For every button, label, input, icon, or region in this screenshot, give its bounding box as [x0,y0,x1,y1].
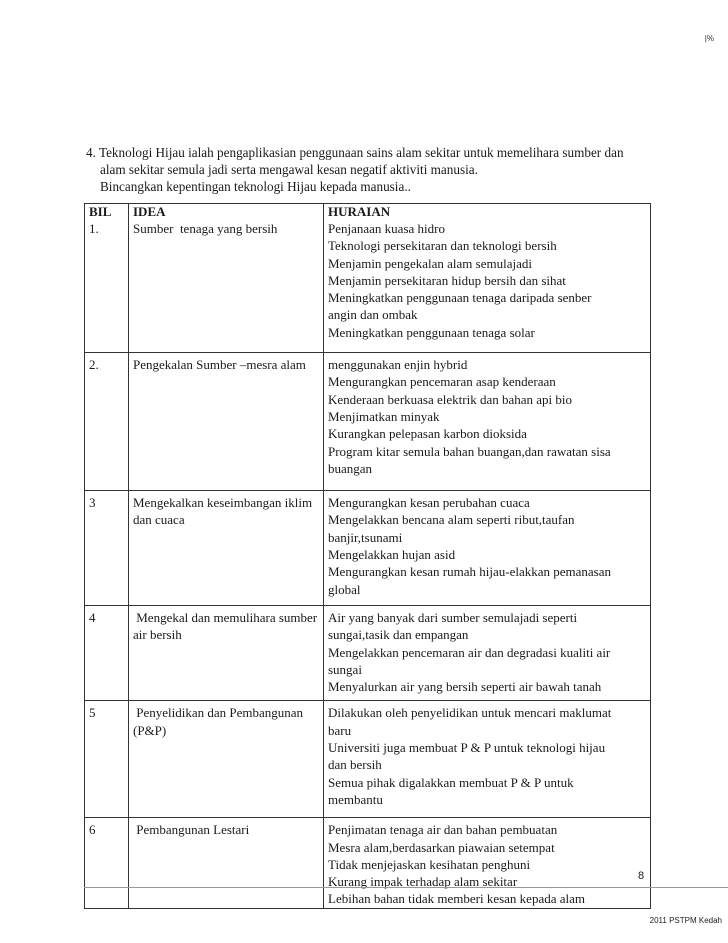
huraian-item: Universiti juga membuat P & P untuk teknologi hijau [328,740,606,756]
row-huraian [324,818,651,908]
huraian-item: Kenderaan berkuasa elektrik dan bahan api bio [328,391,573,407]
huraian-item: dan bersih [328,757,382,773]
row-bil: 5 [85,701,129,818]
huraian-item: banjir,tsunami [328,529,403,545]
footer-text: 2011 PSTPM Kedah [649,916,722,925]
header-idea: IDEA [129,204,324,221]
table-row [85,491,651,606]
huraian-item: Penjimatan tenaga air dan bahan pembuatan [328,822,558,838]
huraian-item: Program kitar semula bahan buangan,dan rawatan sisa [328,443,611,459]
row-huraian [324,353,651,491]
huraian-item: Teknologi persekitaran dan teknologi bersih [328,238,557,254]
row-bil: 4 [85,605,129,700]
row-idea: Mengekal dan memulihara sumber air bersih [129,605,324,700]
huraian-item: angin dan ombak [328,307,418,323]
huraian-item: Mengurangkan pencemaran asap kenderaan [328,374,556,390]
question-line: 4. Teknologi Hijau ialah pengaplikasian penggunaan sains alam sekitar untuk memelihara sumber dan [86,145,624,160]
row-huraian [324,605,651,700]
header-bil: BIL [85,204,129,221]
huraian-item: sungai,tasik dan empangan [328,627,469,643]
page-number: 8 [638,870,645,882]
row-bil: 3 [85,491,129,606]
row-bil: 2. [85,353,129,491]
huraian-item: Mengurangkan kesan perubahan cuaca [328,495,530,511]
huraian-item: Air yang banyak dari sumber semulajadi seperti [328,609,578,625]
table-row [85,353,651,491]
row-huraian [324,220,651,353]
huraian-item: menggunakan enjin hybrid [328,357,468,373]
huraian-item: global [328,581,361,597]
huraian-item: Mengelakkan bencana alam seperti ribut,taufan [328,512,575,528]
huraian-item: Menjamin pengekalan alam semulajadi [328,255,532,271]
huraian-item: Lebihan bahan tidak memberi kesan kepada alam [328,891,586,907]
header-huraian: HURAIAN [324,204,651,221]
huraian-item: Penjanaan kuasa hidro [328,221,445,236]
row-bil: 6 [85,818,129,908]
huraian-item: Semua pihak digalakkan membuat P & P untuk [328,774,574,790]
footer-divider [84,887,728,888]
table-row [85,701,651,818]
row-huraian [324,701,651,818]
huraian-item: Meningkatkan penggunaan tenaga solar [328,324,535,340]
question-line: Bincangkan kepentingan teknologi Hijau kepada manusia.. [100,179,411,194]
huraian-item: Kurang impak terhadap alam sekitar [328,874,518,890]
row-idea: Penyelidikan dan Pembangunan (P&P) [129,701,324,818]
row-idea: Mengekalkan keseimbangan iklim dan cuaca [129,491,324,606]
question-line: alam sekitar semula jadi serta mengawal kesan negatif aktiviti manusia. [100,162,478,177]
huraian-item: Mengelakkan hujan asid [328,547,456,563]
answer-table [84,203,651,909]
row-idea: Sumber tenaga yang bersih [129,220,324,353]
question-text [86,144,646,195]
huraian-item: Mesra alam,berdasarkan piawaian setempat [328,839,555,855]
table-row [85,220,651,353]
huraian-item: sungai [328,661,362,677]
row-bil: 1. [85,220,129,353]
huraian-item: buangan [328,460,373,476]
huraian-item: Menjimatkan minyak [328,408,440,424]
huraian-item: baru [328,722,352,738]
huraian-item: Kurangkan pelepasan karbon dioksida [328,426,527,442]
huraian-item: membantu [328,791,383,807]
row-huraian [324,491,651,606]
table-row [85,605,651,700]
huraian-item: Mengurangkan kesan rumah hijau-elakkan pemanasan [328,564,612,580]
corner-mark: |% [704,34,714,43]
row-idea: Pengekalan Sumber –mesra alam [129,353,324,491]
huraian-item: Menyalurkan air yang bersih seperti air bawah tanah [328,679,602,695]
huraian-item: Menjamin persekitaran hidup bersih dan sihat [328,272,566,288]
huraian-item: Dilakukan oleh penyelidikan untuk mencari maklumat [328,705,612,721]
row-idea: Pembangunan Lestari [129,818,324,908]
table-row [85,818,651,908]
table-header-row [85,204,651,221]
huraian-item: Mengelakkan pencemaran air dan degradasi kualiti air [328,644,611,660]
huraian-item: Meningkatkan penggunaan tenaga daripada senber [328,290,592,306]
huraian-item: Tidak menjejaskan kesihatan penghuni [328,856,531,872]
